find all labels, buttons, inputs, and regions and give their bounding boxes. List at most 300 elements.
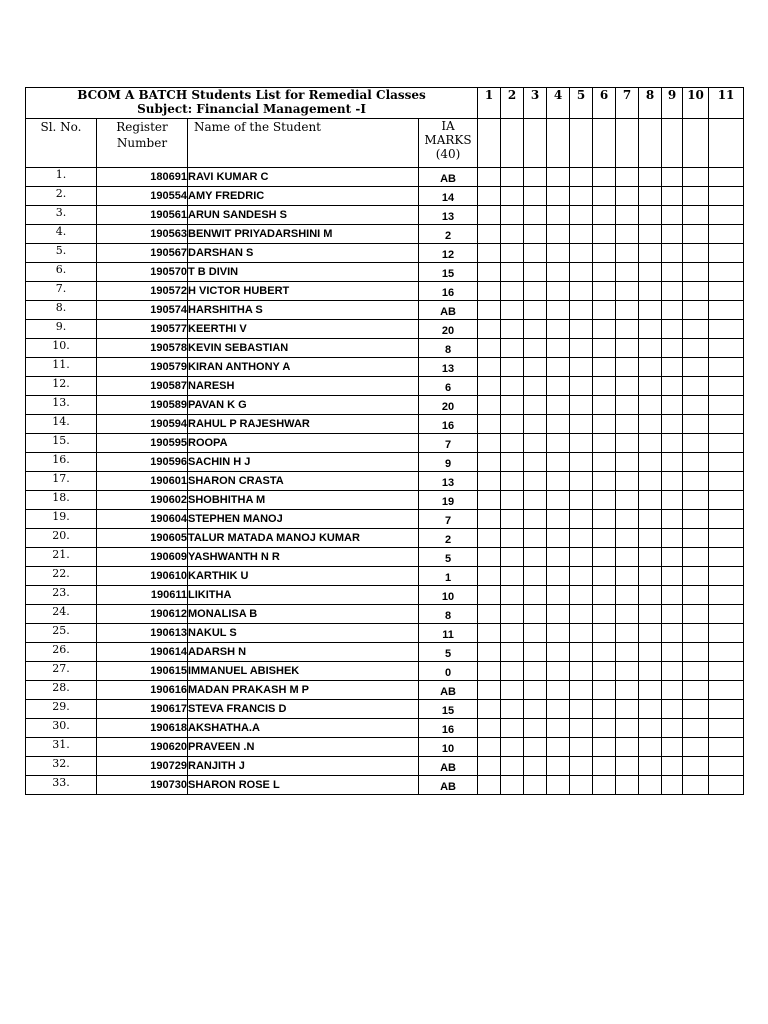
attendance-cell <box>593 586 616 605</box>
table-row <box>26 358 744 377</box>
table-row <box>26 377 744 396</box>
attendance-cell <box>616 339 639 358</box>
attendance-cell <box>639 472 662 491</box>
attendance-cell <box>478 301 501 320</box>
attendance-cell <box>616 776 639 795</box>
attendance-cell <box>639 415 662 434</box>
table-row <box>26 168 744 187</box>
attendance-cell <box>547 434 570 453</box>
attendance-header-cell <box>616 119 639 168</box>
serial-number: 9. <box>26 320 97 339</box>
serial-number: 24. <box>26 605 97 624</box>
table-row <box>26 529 744 548</box>
attendance-cell <box>501 225 524 244</box>
serial-number: 10. <box>26 339 97 358</box>
attendance-cell <box>662 282 683 301</box>
attendance-cell <box>478 358 501 377</box>
header-sl-no: Sl. No. <box>26 119 97 168</box>
class-number-7: 7 <box>616 88 639 119</box>
attendance-cell <box>501 510 524 529</box>
attendance-cell <box>709 624 744 643</box>
attendance-cell <box>593 624 616 643</box>
attendance-cell <box>593 681 616 700</box>
attendance-cell <box>709 282 744 301</box>
student-name: STEVA FRANCIS D <box>188 700 419 719</box>
register-number: 190596 <box>97 453 188 472</box>
ia-marks: AB <box>419 776 478 795</box>
attendance-cell <box>501 681 524 700</box>
attendance-cell <box>616 415 639 434</box>
attendance-cell <box>616 700 639 719</box>
attendance-cell <box>478 187 501 206</box>
attendance-cell <box>501 187 524 206</box>
table-row <box>26 472 744 491</box>
attendance-cell <box>593 206 616 225</box>
attendance-cell <box>683 339 709 358</box>
attendance-cell <box>662 776 683 795</box>
class-number-9: 9 <box>662 88 683 119</box>
attendance-cell <box>616 624 639 643</box>
attendance-cell <box>570 757 593 776</box>
attendance-cell <box>639 757 662 776</box>
attendance-cell <box>570 301 593 320</box>
table-row <box>26 282 744 301</box>
attendance-cell <box>478 548 501 567</box>
attendance-cell <box>616 453 639 472</box>
attendance-cell <box>570 187 593 206</box>
attendance-cell <box>547 681 570 700</box>
table-row <box>26 301 744 320</box>
attendance-cell <box>570 339 593 358</box>
attendance-cell <box>547 453 570 472</box>
ia-marks: 1 <box>419 567 478 586</box>
attendance-cell <box>709 776 744 795</box>
attendance-cell <box>639 206 662 225</box>
table-row <box>26 605 744 624</box>
attendance-cell <box>639 377 662 396</box>
attendance-cell <box>709 358 744 377</box>
attendance-cell <box>547 662 570 681</box>
attendance-cell <box>524 472 547 491</box>
ia-marks: AB <box>419 168 478 187</box>
attendance-cell <box>501 586 524 605</box>
student-name: BENWIT PRIYADARSHINI M <box>188 225 419 244</box>
table-row <box>26 719 744 738</box>
ia-marks: 11 <box>419 624 478 643</box>
title-line-1: BCOM A BATCH Students List for Remedial Classes <box>77 88 426 102</box>
attendance-cell <box>616 529 639 548</box>
attendance-cell <box>709 415 744 434</box>
attendance-cell <box>524 757 547 776</box>
attendance-cell <box>593 510 616 529</box>
attendance-cell <box>616 320 639 339</box>
attendance-cell <box>501 358 524 377</box>
ia-marks: 10 <box>419 586 478 605</box>
attendance-cell <box>593 434 616 453</box>
register-number: 190614 <box>97 643 188 662</box>
attendance-cell <box>524 263 547 282</box>
attendance-cell <box>478 491 501 510</box>
serial-number: 12. <box>26 377 97 396</box>
attendance-cell <box>683 738 709 757</box>
attendance-cell <box>616 510 639 529</box>
class-number-6: 6 <box>593 88 616 119</box>
attendance-header-cell <box>683 119 709 168</box>
table-row <box>26 681 744 700</box>
attendance-cell <box>709 472 744 491</box>
attendance-cell <box>639 776 662 795</box>
ia-marks: 13 <box>419 472 478 491</box>
student-name: KIRAN ANTHONY A <box>188 358 419 377</box>
class-number-5: 5 <box>570 88 593 119</box>
class-number-11: 11 <box>709 88 744 119</box>
table-row <box>26 453 744 472</box>
attendance-cell <box>662 187 683 206</box>
attendance-cell <box>662 605 683 624</box>
title-row <box>26 88 744 119</box>
attendance-cell <box>547 358 570 377</box>
serial-number: 11. <box>26 358 97 377</box>
attendance-cell <box>639 643 662 662</box>
attendance-cell <box>570 529 593 548</box>
attendance-cell <box>501 453 524 472</box>
attendance-cell <box>662 396 683 415</box>
attendance-cell <box>524 396 547 415</box>
attendance-header-cell <box>478 119 501 168</box>
table-row <box>26 320 744 339</box>
attendance-cell <box>524 358 547 377</box>
document-title <box>26 88 478 119</box>
ia-marks: 20 <box>419 320 478 339</box>
attendance-cell <box>570 719 593 738</box>
student-name: KEERTHI V <box>188 320 419 339</box>
ia-marks: AB <box>419 681 478 700</box>
attendance-cell <box>662 662 683 681</box>
ia-marks: 13 <box>419 206 478 225</box>
attendance-cell <box>570 377 593 396</box>
attendance-cell <box>593 719 616 738</box>
ia-marks: 16 <box>419 282 478 301</box>
attendance-cell <box>616 301 639 320</box>
ia-marks: AB <box>419 301 478 320</box>
attendance-cell <box>501 339 524 358</box>
attendance-cell <box>593 301 616 320</box>
attendance-cell <box>547 510 570 529</box>
table-row <box>26 187 744 206</box>
attendance-cell <box>683 187 709 206</box>
attendance-cell <box>616 206 639 225</box>
attendance-cell <box>547 282 570 301</box>
attendance-cell <box>683 358 709 377</box>
attendance-cell <box>616 225 639 244</box>
attendance-cell <box>570 320 593 339</box>
attendance-cell <box>501 776 524 795</box>
ia-marks: 5 <box>419 643 478 662</box>
ia-marks: 19 <box>419 491 478 510</box>
attendance-cell <box>524 586 547 605</box>
table-row <box>26 738 744 757</box>
student-name: KEVIN SEBASTIAN <box>188 339 419 358</box>
attendance-cell <box>524 719 547 738</box>
register-number: 190570 <box>97 263 188 282</box>
attendance-cell <box>501 396 524 415</box>
table-row <box>26 244 744 263</box>
attendance-cell <box>662 567 683 586</box>
attendance-cell <box>616 263 639 282</box>
register-number: 190616 <box>97 681 188 700</box>
attendance-cell <box>639 358 662 377</box>
attendance-cell <box>639 738 662 757</box>
attendance-header-cell <box>662 119 683 168</box>
ia-marks: 0 <box>419 662 478 681</box>
table-row <box>26 206 744 225</box>
attendance-cell <box>501 263 524 282</box>
serial-number: 19. <box>26 510 97 529</box>
attendance-cell <box>524 434 547 453</box>
serial-number: 26. <box>26 643 97 662</box>
attendance-cell <box>709 738 744 757</box>
attendance-cell <box>547 567 570 586</box>
serial-number: 7. <box>26 282 97 301</box>
attendance-cell <box>524 301 547 320</box>
attendance-cell <box>662 206 683 225</box>
attendance-cell <box>683 491 709 510</box>
attendance-cell <box>547 301 570 320</box>
class-number-1: 1 <box>478 88 501 119</box>
attendance-cell <box>709 225 744 244</box>
table-row <box>26 700 744 719</box>
attendance-cell <box>570 700 593 719</box>
attendance-cell <box>709 662 744 681</box>
table-row <box>26 776 744 795</box>
attendance-cell <box>593 377 616 396</box>
attendance-cell <box>524 282 547 301</box>
attendance-cell <box>478 624 501 643</box>
serial-number: 32. <box>26 757 97 776</box>
attendance-cell <box>639 700 662 719</box>
student-name: H VICTOR HUBERT <box>188 282 419 301</box>
attendance-cell <box>683 605 709 624</box>
attendance-cell <box>593 738 616 757</box>
serial-number: 17. <box>26 472 97 491</box>
attendance-cell <box>501 643 524 662</box>
register-number: 190729 <box>97 757 188 776</box>
attendance-cell <box>501 168 524 187</box>
attendance-cell <box>616 187 639 206</box>
attendance-cell <box>616 643 639 662</box>
serial-number: 25. <box>26 624 97 643</box>
attendance-cell <box>662 263 683 282</box>
attendance-cell <box>524 776 547 795</box>
attendance-cell <box>547 643 570 662</box>
attendance-cell <box>524 187 547 206</box>
attendance-cell <box>683 301 709 320</box>
attendance-cell <box>593 567 616 586</box>
register-number: 190615 <box>97 662 188 681</box>
attendance-cell <box>662 586 683 605</box>
attendance-cell <box>683 472 709 491</box>
attendance-cell <box>683 567 709 586</box>
ia-marks: 13 <box>419 358 478 377</box>
header-student-name: Name of the Student <box>188 119 419 168</box>
attendance-cell <box>709 244 744 263</box>
student-name: SHARON ROSE L <box>188 776 419 795</box>
attendance-cell <box>570 358 593 377</box>
attendance-cell <box>547 700 570 719</box>
attendance-cell <box>639 244 662 263</box>
attendance-cell <box>662 681 683 700</box>
attendance-cell <box>662 244 683 263</box>
ia-marks: 12 <box>419 244 478 263</box>
attendance-cell <box>593 757 616 776</box>
attendance-cell <box>662 700 683 719</box>
attendance-cell <box>709 548 744 567</box>
attendance-cell <box>639 301 662 320</box>
register-number: 190567 <box>97 244 188 263</box>
attendance-cell <box>547 339 570 358</box>
attendance-cell <box>570 662 593 681</box>
attendance-cell <box>501 567 524 586</box>
attendance-cell <box>593 415 616 434</box>
attendance-header-cell <box>709 119 744 168</box>
attendance-cell <box>639 187 662 206</box>
attendance-cell <box>639 453 662 472</box>
attendance-cell <box>593 244 616 263</box>
attendance-cell <box>501 700 524 719</box>
attendance-cell <box>478 225 501 244</box>
register-number: 190605 <box>97 529 188 548</box>
register-number: 190601 <box>97 472 188 491</box>
attendance-cell <box>683 377 709 396</box>
attendance-cell <box>639 510 662 529</box>
serial-number: 1. <box>26 168 97 187</box>
attendance-cell <box>683 510 709 529</box>
attendance-cell <box>593 776 616 795</box>
attendance-cell <box>547 377 570 396</box>
student-name: TALUR MATADA MANOJ KUMAR <box>188 529 419 548</box>
student-name: PAVAN K G <box>188 396 419 415</box>
attendance-cell <box>478 605 501 624</box>
attendance-header-cell <box>547 119 570 168</box>
attendance-cell <box>524 738 547 757</box>
attendance-cell <box>709 396 744 415</box>
attendance-cell <box>616 757 639 776</box>
ia-marks: 8 <box>419 339 478 358</box>
attendance-cell <box>662 624 683 643</box>
remedial-students-table <box>25 87 744 795</box>
attendance-cell <box>639 396 662 415</box>
attendance-cell <box>709 510 744 529</box>
attendance-cell <box>593 548 616 567</box>
attendance-cell <box>570 453 593 472</box>
attendance-cell <box>478 662 501 681</box>
attendance-cell <box>593 358 616 377</box>
attendance-cell <box>478 168 501 187</box>
attendance-cell <box>709 263 744 282</box>
attendance-cell <box>547 491 570 510</box>
attendance-cell <box>709 206 744 225</box>
serial-number: 31. <box>26 738 97 757</box>
table-row <box>26 624 744 643</box>
attendance-cell <box>478 529 501 548</box>
student-name: RAVI KUMAR C <box>188 168 419 187</box>
register-number: 190620 <box>97 738 188 757</box>
attendance-cell <box>683 244 709 263</box>
attendance-cell <box>478 206 501 225</box>
attendance-cell <box>501 662 524 681</box>
table-row <box>26 662 744 681</box>
attendance-cell <box>593 339 616 358</box>
student-name: AKSHATHA.A <box>188 719 419 738</box>
attendance-cell <box>593 320 616 339</box>
attendance-cell <box>501 415 524 434</box>
attendance-cell <box>662 529 683 548</box>
attendance-cell <box>570 168 593 187</box>
attendance-header-cell <box>524 119 547 168</box>
attendance-cell <box>683 263 709 282</box>
attendance-cell <box>478 643 501 662</box>
attendance-cell <box>524 567 547 586</box>
attendance-cell <box>524 700 547 719</box>
attendance-cell <box>593 662 616 681</box>
attendance-cell <box>478 339 501 358</box>
attendance-cell <box>639 567 662 586</box>
attendance-cell <box>683 681 709 700</box>
attendance-cell <box>478 586 501 605</box>
attendance-cell <box>501 605 524 624</box>
attendance-cell <box>662 491 683 510</box>
student-name: IMMANUEL ABISHEK <box>188 662 419 681</box>
attendance-cell <box>683 415 709 434</box>
register-number: 190612 <box>97 605 188 624</box>
ia-marks: 2 <box>419 529 478 548</box>
attendance-cell <box>639 491 662 510</box>
attendance-cell <box>616 377 639 396</box>
register-number: 180691 <box>97 168 188 187</box>
student-name: MONALISA B <box>188 605 419 624</box>
student-name: STEPHEN MANOJ <box>188 510 419 529</box>
attendance-cell <box>662 719 683 738</box>
attendance-cell <box>683 586 709 605</box>
attendance-cell <box>547 472 570 491</box>
attendance-cell <box>593 453 616 472</box>
attendance-cell <box>570 548 593 567</box>
attendance-cell <box>570 263 593 282</box>
attendance-header-cell <box>501 119 524 168</box>
register-number: 190574 <box>97 301 188 320</box>
ia-marks: 7 <box>419 510 478 529</box>
attendance-cell <box>616 719 639 738</box>
register-number: 190618 <box>97 719 188 738</box>
attendance-cell <box>593 643 616 662</box>
student-name: RAHUL P RAJESHWAR <box>188 415 419 434</box>
register-number: 190579 <box>97 358 188 377</box>
attendance-cell <box>639 168 662 187</box>
attendance-cell <box>662 434 683 453</box>
attendance-cell <box>547 206 570 225</box>
student-name: AMY FREDRIC <box>188 187 419 206</box>
serial-number: 3. <box>26 206 97 225</box>
attendance-cell <box>501 244 524 263</box>
attendance-cell <box>478 320 501 339</box>
column-header-row <box>26 119 744 168</box>
student-name: T B DIVIN <box>188 263 419 282</box>
attendance-cell <box>639 662 662 681</box>
attendance-cell <box>662 301 683 320</box>
ia-marks: 5 <box>419 548 478 567</box>
table-row <box>26 225 744 244</box>
register-number: 190595 <box>97 434 188 453</box>
